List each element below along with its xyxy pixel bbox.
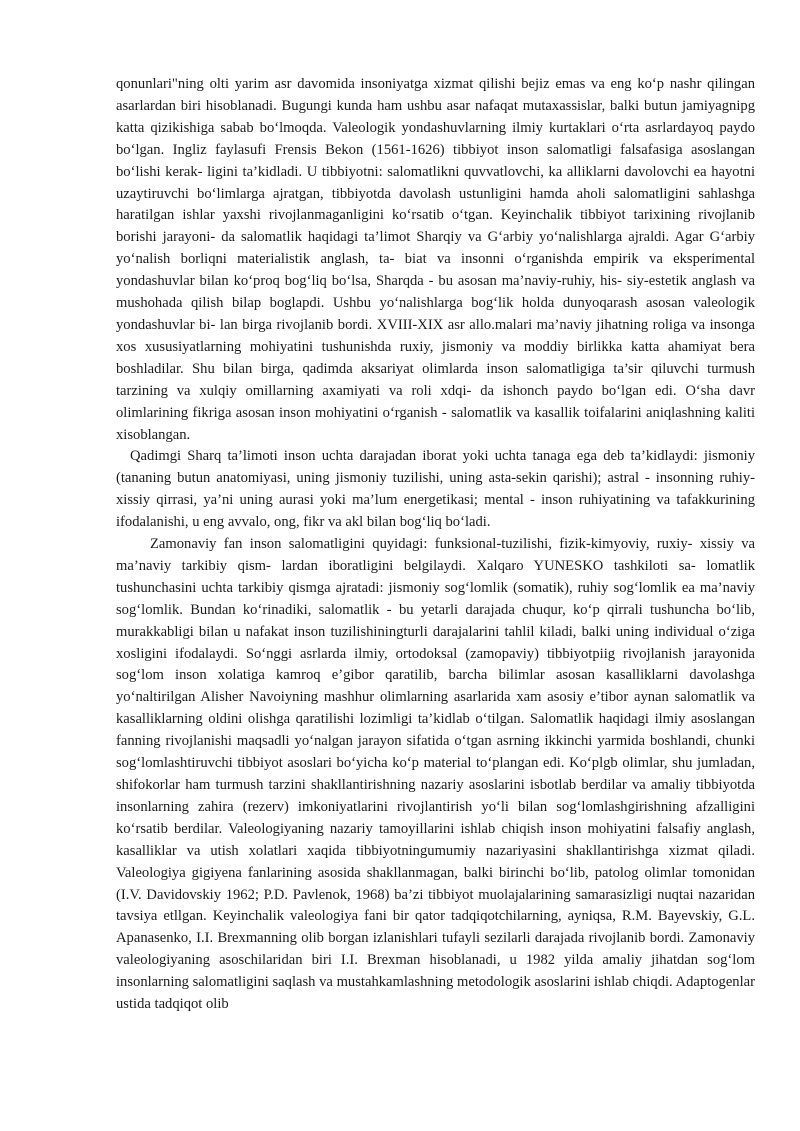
document-page xyxy=(116,74,755,1016)
paragraph-2: Qadimgi Sharq ta’limoti inson uchta darajadan iborat yoki uchta tanaga ega deb ta’kidlaydi: jismoniy (tananing butun anatomiyasi, uning jismoniy tuzilishi, uning asta-sekin qarishi); astral - insonning ruhiy-xissiy qirrasi, ya’ni uning aurasi yoki ma’lum energetikasi; mental - inson ruhiyatining va tafakkurining ifodalanishi, u eng avvalo, ong, fikr va akl bilan bog‘liq bo‘ladi. xyxy=(116,448,755,531)
paragraph-1: qonunlari"ning olti yarim asr davomida insoniyatga xizmat qilishi bejiz emas va eng ko‘p nashr qilingan asarlardan biri hisoblanadi. Bugungi kunda ham ushbu asar nafaqat mutaxassislar, balki butun jamiyagnipg katta qizikishiga sabab bo‘lmoqda. Valeologik yondashuvlarning ilmiy kurtaklari o‘rta asrlardayoq paydo bo‘lgan. Ingliz faylasufi Frensis Bekon (1561-1626) tibbiyot inson salomatligi falsafasiga asoslangan bo‘lishi kerak- ligini ta’kidladi. U tibbiyotni: salomatlikni quvvatlovchi, ka alliklarni davolovchi ea hayotni uzaytiruvchi bo‘limlarga ajratgan, tibbiyotda davolash ustunligini hamda aholi salomatligini sahlashga haratilgan ishlar yaxshi rivojlanmaganligini ko‘rsatib o‘tgan. Keyinchalik tibbiyot tarixining rivojlanib borishi jarayoni- da salomatlik haqidagi ta’limot Sharqiy va G‘arbiy yo‘nalishlarga ajraldi. Agar G‘arbiy yo‘nalish borliqni materialistik anglash, ta- biat va insonni o‘rganishda empirik va eksperimental yondashuvlar bilan ko‘proq bog‘liq bo‘lsa, Sharqda - bu asosan ma’naviy-ruhiy, his- siy-estetik anglash va mushohada qilish bilap boglapdi. Ushbu yo‘nalishlarga bog‘lik holda dunyoqarash asosan valeologik yondashuvlar bi- lan birga rivojlanib bordi. XVIII-XIX asr allo.malari ma’naviy jihatning roliga va insonga xos xususiyatlarning mohiyatini tushunishda ruxiy, jismoniy va moddiy birlikka katta ahamiyat bera boshladilar. Shu bilan birga, qadimda aksariyat olimlarda inson salomatligiga ta’sir qiluvchi turmush tarzining va xulqiy omillarning axamiyati va roli xdqi- da ishonch paydo bo‘lgan edi. O‘sha davr olimlarining fikriga asosan inson mohiyatini o‘rganish - salomatlik va kasallik toifalarini aniqlashning kaliti xisoblangan. xyxy=(116,76,755,443)
paragraph-3: Zamonaviy fan inson salomatligini quyidagi: funksional-tuzilishi, fizik-kimyoviy, ruxiy- xissiy va ma’naviy tarkibiy qism- lardan iboratligini belgilaydi. Xalqaro YUNESKO tashkiloti sa- lomatlik tushunchasini uchta tarkibiy qismga ajratadi: jismoniy sog‘lomlik (somatik), ruhiy sog‘lomlik ea ma’naviy sog‘lomlik. Bundan ko‘rinadiki, salomatlik - bu yetarli darajada chuqur, ko‘p qirrali tushuncha bo‘lib, murakkabligi bilan u nafakat inson tuzilishiningturli darajalarini tahlil kiladi, balki uning individual o‘ziga xosligini ifodalaydi. So‘nggi asrlarda ilmiy, ortodoksal (zamopaviy) tibbiyotpiig rivojlanish jarayonida sog‘lom inson xolatiga kamroq e’gibor qaratilib, barcha bilimlar asosan kasalliklarni davolashga yo‘naltirilgan Alisher Navoiyning mashhur olimlarning asarlarida xam asosiy e’tibor aynan salomatlik va kasalliklarning oldini olishga qaratilishi lozimligi ta’kidlab o‘tilgan. Salomatlik haqidagi ilmiy asoslangan fanning rivojlanishi maqsadli yo‘nalgan jarayon sifatida o‘tgan asrning ikkinchi yarmida boshlandi, chunki sog‘lomlashtiruvchi tibbiyot asoslari bo‘yicha ko‘p material to‘plangan edi. Ko‘plgb olimlar, shu jumladan, shifokorlar ham turmush tarzini shakllantirishning nazariy asoslarini isbotlab berdilar va amaliy tibbiyotda insonlarning zahira (rezerv) imkoniyatlarini rivojlantirish yo‘li bilan sog‘lomlashgirishning afzalligini ko‘rsatib berdilar. Valeologiyaning nazariy tamoyillarini ishlab chiqish inson mohiyatini falsafiy anglash, kasalliklar va utish xolatlari xaqida tibbiyotningumumiy nazariyasini shakllantirishga xizmat qiladi. Valeologiya gigiyena fanlarining asosida shakllanmagan, balki birinchi bo‘lib, patolog olimlar tomonidan (I.V. Davidovskiy 1962; P.D. Pavlenok, 1968) ba’zi tibbiyot muolajalarining samarasizligi nuqtai nazaridan tavsiya etllgan. Keyinchalik valeologiya fani bir qator tadqiqotchilarning, ayniqsa, R.M. Bayevskiy, G.L. Apanasenko, I.I. Brexmanning olib borgan izlanishlari tufayli sezilarli darajada rivojlanib bordi. Zamonaviy valeologiyaning asoschilaridan biri I.I. Brexman hisoblanadi, u 1982 yilda amaliy jihatdan sog‘lom insonlarning salomatligini saqlash va mustahkamlashning metodologik asoslarini ishlab chiqdi. Adaptogenlar ustida tadqiqot olib xyxy=(116,536,755,1013)
